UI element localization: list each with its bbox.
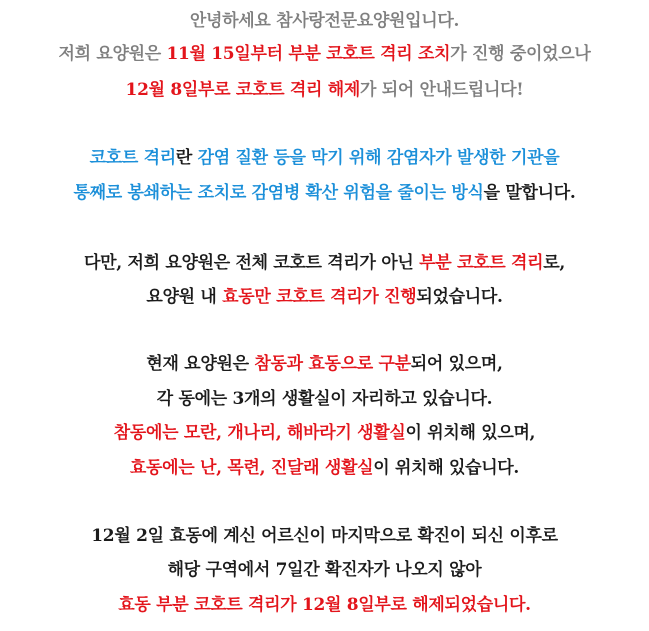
highlight-segment: 참동에는 모란, 개나리, 해바라기 생활실	[113, 423, 406, 443]
highlight-segment: 효동만 코호트 격리가 진행	[222, 287, 417, 307]
notice-line	[0, 524, 649, 548]
notice-line	[0, 181, 649, 205]
highlight-segment: 통째로 봉쇄하는 조치로 감염병 확산 위험을 줄이는 방식	[73, 183, 484, 203]
text-segment: 되어 있으며,	[410, 354, 503, 374]
notice-line	[0, 146, 649, 170]
notice-line	[0, 352, 649, 376]
notice-line	[0, 78, 649, 102]
text-segment: 란	[175, 148, 198, 168]
text-segment: 현재 요양원은	[146, 354, 255, 374]
text-segment: 저희 요양원은	[58, 44, 167, 64]
highlight-segment: 감염 질환 등을 막기 위해 감염자가 발생한 기관을	[197, 148, 560, 168]
text-segment: 가 되어 안내드립니다!	[359, 80, 524, 100]
highlight-segment: 참동과 효동으로 구분	[254, 354, 411, 374]
highlight-segment: 효동에는 난, 목련, 진달래 생활실	[129, 458, 374, 478]
text-segment: 12월 2일 효동에 계신 어르신이 마지막으로 확진이 되신 이후로	[91, 526, 558, 546]
notice-line	[0, 387, 649, 411]
text-segment: 각 동에는 3개의 생활실이 자리하고 있습니다.	[156, 389, 493, 409]
notice-line	[0, 421, 649, 445]
notice-greeting	[0, 9, 649, 33]
notice-line	[0, 456, 649, 480]
highlight-segment: 12월 8일부로 코호트 격리 해제	[125, 80, 360, 100]
notice-line	[0, 285, 649, 309]
text-segment: 이 위치해 있으며,	[405, 423, 536, 443]
highlight-segment: 부분 코호트 격리	[419, 253, 544, 273]
text-segment: 로,	[543, 253, 565, 273]
text-segment: 되었습니다.	[416, 287, 503, 307]
text-segment: 요양원 내	[146, 287, 223, 307]
notice-line	[0, 593, 649, 617]
highlight-segment: 효동 부분 코호트 격리가 12월 8일부로 해제되었습니다.	[118, 595, 531, 615]
notice-line	[0, 558, 649, 582]
text-segment: 다만, 저희 요양원은 전체 코호트 격리가 아닌	[84, 253, 420, 273]
text-segment: 해당 구역에서 7일간 확진자가 나오지 않아	[167, 560, 482, 580]
notice-line	[0, 251, 649, 275]
text-segment: 을 말합니다.	[483, 183, 576, 203]
text-segment: 안녕하세요 참사랑전문요양원입니다.	[189, 11, 460, 31]
highlight-segment: 11월 15일부터 부분 코호트 격리 조치	[166, 44, 451, 64]
highlight-segment: 코호트 격리	[89, 148, 176, 168]
text-segment: 이 위치해 있습니다.	[373, 458, 520, 478]
notice-line	[0, 42, 649, 66]
text-segment: 가 진행 중이었으나	[450, 44, 591, 64]
